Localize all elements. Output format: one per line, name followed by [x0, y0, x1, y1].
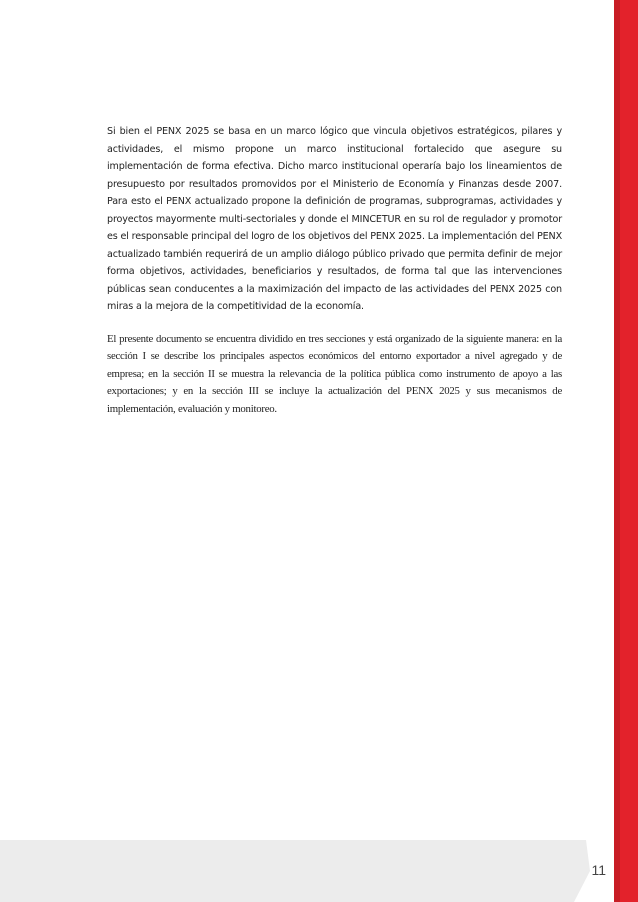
document-body	[107, 123, 562, 418]
right-accent-band-shade	[614, 0, 620, 902]
footer-band	[0, 840, 614, 902]
body-paragraph-2: El presente documento se encuentra dividido en tres secciones y está organizado de la siguiente manera: en la sección I se describe los principales aspectos económicos del entorno exportador a nivel agregado y de empresa; en la sección II se muestra la relevancia de la política pública como instrumento de apoyo a las exportaciones; y en la sección III se incluye la actualización del PENX 2025 y sus mecanismos de implementación, evaluación y monitoreo.	[107, 332, 562, 415]
page-number: 11	[591, 862, 606, 878]
body-paragraph-1: Si bien el PENX 2025 se basa en un marco lógico que vincula objetivos estratégicos, pilares y actividades, el mismo propone un marco institucional fortalecido que asegure su implementación de forma efectiva. Dicho marco institucional operaría bajo los lineamientos de presupuesto por resultados promovidos por el Ministerio de Economía y Finanzas desde 2007. Para esto el PENX actualizado propone la definición de programas, subprogramas, actividades y proyectos mayormente multi-sectoriales y donde el MINCETUR en su rol de regulador y promotor es el responsable principal del logro de los objetivos del PENX 2025. La implementación del PENX actualizado también requerirá de un amplio diálogo público privado que permita definir de mejor forma objetivos, actividades, beneficiarios y resultados, de forma tal que las intervenciones públicas sean conducentes a la maximización del impacto de las actividades del PENX 2025 con miras a la mejora de la competitividad de la economía.	[107, 126, 563, 312]
